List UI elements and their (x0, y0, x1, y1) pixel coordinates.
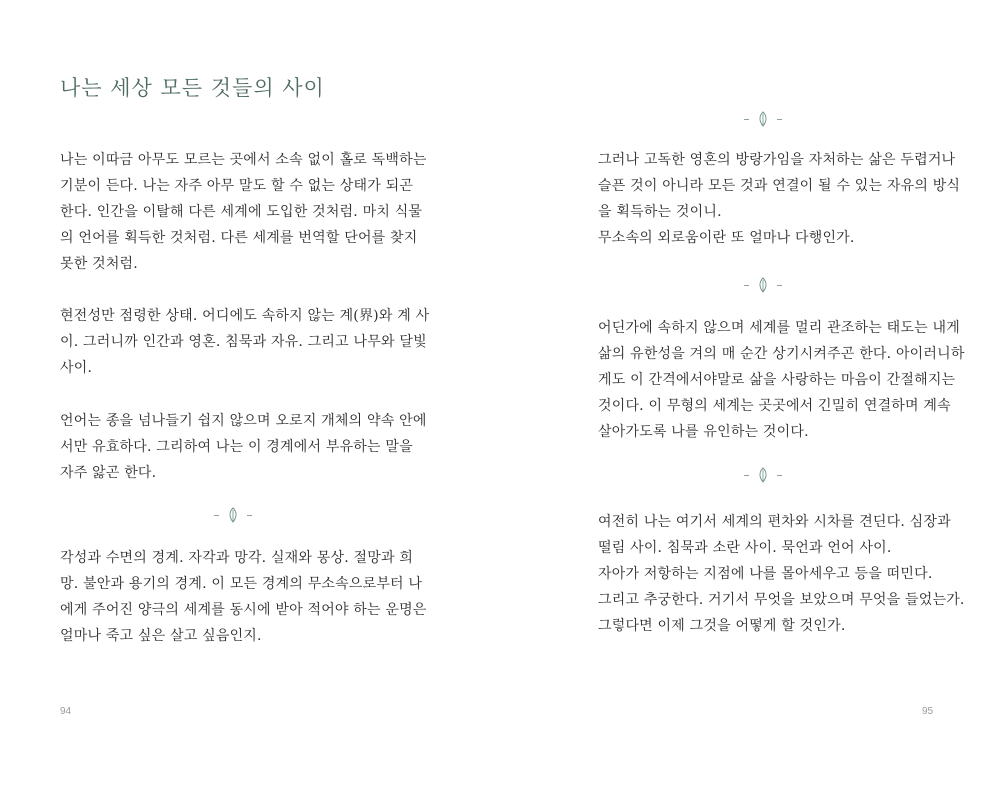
right-paragraph-2: 어딘가에 속하지 않으며 세계를 멀리 관조하는 태도는 내게 삶의 유한성을 겨의 매 순간 상기시켜주곤 한다. 아이러니하게도 이 간격에서야말로 삶을 사랑하는 마음이 간절해지는 것이다. 이 무형의 세계는 곳곳에서 긴밀히 연결하며 계속 살아가도록 나를 유인하는 것이다. (598, 320, 965, 440)
section-divider (203, 506, 263, 524)
section-divider (733, 276, 793, 294)
left-paragraph-3: 언어는 종을 넘나들기 쉽지 않으며 오로지 개체의 약속 안에서만 유효하다. 그리하여 나는 이 경계에서 부유하는 말을 자주 앓곤 한다. (60, 413, 427, 481)
right-page (500, 0, 1000, 785)
section-divider (733, 466, 793, 484)
leaf-ornament-icon (757, 467, 769, 483)
right-paragraph-1: 그러나 고독한 영혼의 방랑가임을 자처하는 삶은 두렵거나 슬픈 것이 아니라 모든 것과 연결이 될 수 있는 자유의 방식을 획득하는 것이니. 무소속의 외로움이란 또 얼마나 다행인가. (598, 152, 961, 246)
chapter-title: 나는 세상 모든 것들의 사이 (60, 76, 325, 100)
leaf-ornament-icon (227, 507, 239, 523)
page-number: 94 (60, 706, 72, 717)
left-paragraph-4: 각성과 수면의 경계. 자각과 망각. 실재와 몽상. 절망과 희망. 불안과 용기의 경계. 이 모든 경계의 무소속으로부터 나에게 주어진 양극의 세계를 동시에 받아 적어야 하는 운명은 얼마나 죽고 싶은 살고 싶음인지. (60, 550, 427, 644)
leaf-ornament-icon (757, 277, 769, 293)
page-number: 95 (922, 706, 934, 717)
left-paragraph-2: 현전성만 점령한 상태. 어디에도 속하지 않는 계(界)와 계 사이. 그러니까 인간과 영혼. 침묵과 자유. 그리고 나무와 달빛 사이. (60, 308, 430, 376)
leaf-ornament-icon (757, 111, 769, 127)
right-paragraph-3: 여전히 나는 여기서 세계의 편차와 시차를 견딘다. 심장과 떨림 사이. 침묵과 소란 사이. 묵언과 언어 사이. 자아가 저항하는 지점에 나를 몰아세우고 등을 떠민다. 그리고 추궁한다. 거기서 무엇을 보았으며 무엇을 들었는가. 그렇다면 이제 그것을 어떻게 할 것인가. (598, 514, 965, 634)
section-divider (733, 110, 793, 128)
left-paragraph-1: 나는 이따금 아무도 모르는 곳에서 소속 없이 홀로 독백하는 기분이 든다. 나는 자주 아무 말도 할 수 없는 상태가 되곤 한다. 인간을 이탈해 다른 세계에 도입한 것처럼. 마치 식물의 언어를 획득한 것처럼. 다른 세계를 번역할 단어를 찾지 못한 것처럼. (60, 152, 427, 272)
